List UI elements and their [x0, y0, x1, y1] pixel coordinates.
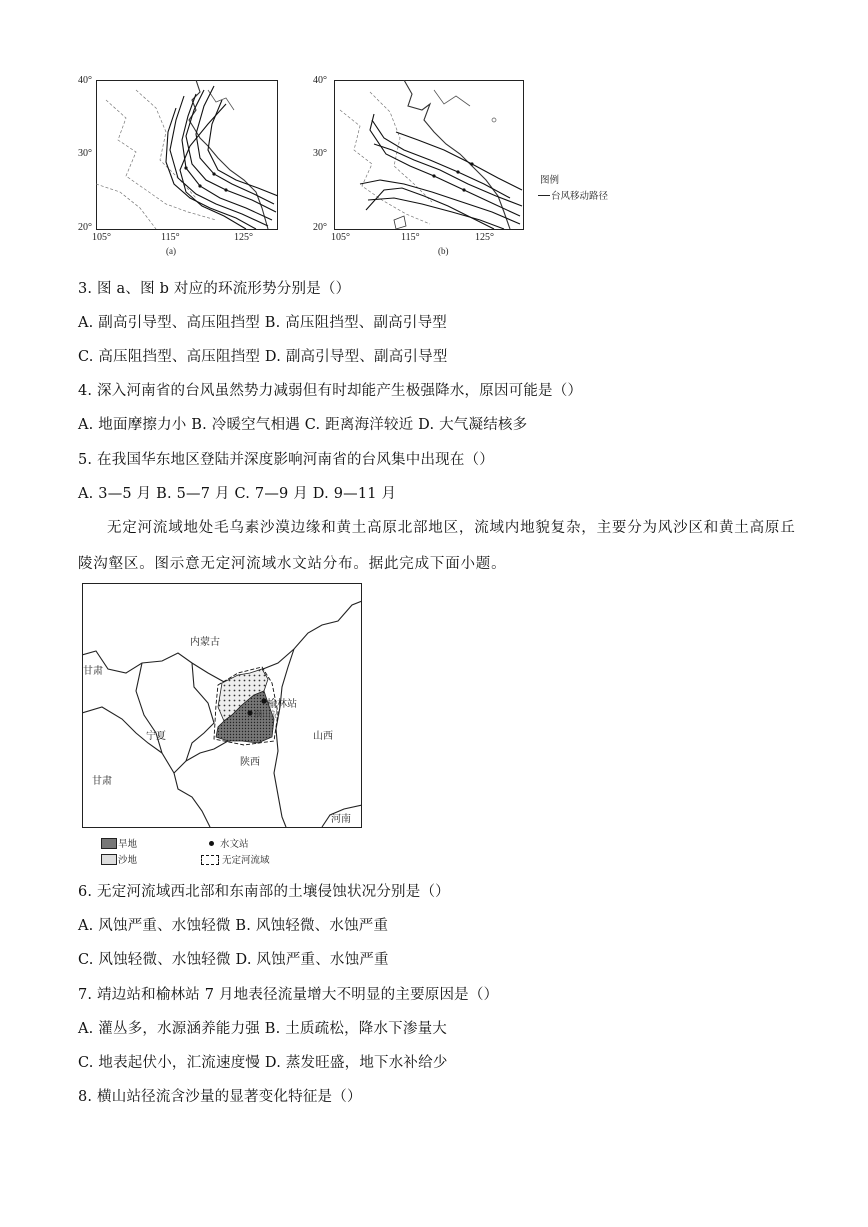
- label-nei-menggu: 内蒙古: [190, 637, 220, 648]
- legend-basin-icon: [201, 855, 219, 865]
- label-gansu-top: 甘肃: [83, 666, 103, 677]
- map-a-caption: (a): [166, 246, 176, 256]
- map-b-xtick-115: 115°: [401, 232, 420, 243]
- question-4: 4. 深入河南省的台风虽然势力减弱但有时却能产生极强降水，原因可能是（）: [78, 383, 583, 399]
- typhoon-map-a-graphic: [96, 80, 278, 230]
- typhoon-map-a: [96, 80, 278, 230]
- typhoon-map-b: [334, 80, 524, 230]
- question-3-options-cd: C. 高压阻挡型、高压阻挡型 D. 副高引导型、副高引导型: [78, 349, 448, 365]
- typhoon-legend-title: 图例: [540, 175, 560, 186]
- label-shanxi: 山西: [313, 731, 333, 742]
- question-6: 6. 无定河流域西北部和东南部的土壤侵蚀状况分别是（）: [78, 884, 450, 900]
- label-henan: 河南: [331, 814, 351, 825]
- map-a-ytick-40: 40°: [78, 75, 92, 86]
- legend-sand-label: 沙地: [118, 855, 138, 866]
- label-shaanxi: 陕西: [240, 757, 260, 768]
- map-b-xtick-105: 105°: [331, 232, 350, 243]
- yulin-station-marker: [261, 698, 266, 703]
- typhoon-legend-label: 台风移动路径: [551, 191, 609, 202]
- map-b-ytick-30: 30°: [313, 148, 327, 159]
- passage-wuding-river: 无定河流域地处毛乌素沙漠边缘和黄土高原北部地区，流域内地貌复杂，主要分为风沙区和黄土高原丘陵沟壑区。图示意无定河流域水文站分布。据此完成下面小题。: [78, 520, 796, 572]
- label-gansu-bottom: 甘肃: [92, 776, 112, 787]
- question-8: 8. 横山站径流含沙量的显著变化特征是（）: [78, 1089, 362, 1105]
- label-yulin-station: 榆林站: [267, 699, 297, 710]
- typhoon-legend-item: [538, 188, 608, 202]
- legend-dryland-label: 旱地: [118, 839, 138, 850]
- map-a-xtick-125: 125°: [234, 232, 253, 243]
- label-hengshan-station: 横山站: [254, 710, 280, 720]
- question-3: 3. 图 a、图 b 对应的环流形势分别是（）: [78, 281, 351, 297]
- map-a-xtick-115: 115°: [161, 232, 180, 243]
- map-a-ytick-20: 20°: [78, 222, 92, 233]
- question-4-options: A. 地面摩擦力小 B. 冷暖空气相遇 C. 距离海洋较近 D. 大气凝结核多: [78, 417, 528, 433]
- legend-station-icon: [209, 841, 214, 846]
- question-7-options-cd: C. 地表起伏小，汇流速度慢 D. 蒸发旺盛，地下水补给少: [78, 1055, 448, 1071]
- legend-dryland-swatch: [101, 838, 117, 849]
- map-a-ytick-30: 30°: [78, 148, 92, 159]
- wuding-river-map: [82, 583, 362, 828]
- question-7: 7. 靖边站和榆林站 7 月地表径流量增大不明显的主要原因是（）: [78, 987, 499, 1003]
- map-b-ytick-20: 20°: [313, 222, 327, 233]
- map-a-xtick-105: 105°: [92, 232, 111, 243]
- hengshan-station-marker: [247, 710, 252, 715]
- map-b-caption: (b): [438, 246, 449, 256]
- question-7-options-ab: A. 灌丛多，水源涵养能力强 B. 土质疏松，降水下渗量大: [78, 1021, 447, 1037]
- legend-basin-label: 无定河流域: [222, 855, 270, 866]
- question-6-options-ab: A. 风蚀严重、水蚀轻微 B. 风蚀轻微、水蚀严重: [78, 918, 389, 934]
- map-b-xtick-125: 125°: [475, 232, 494, 243]
- question-3-options-ab: A. 副高引导型、高压阻挡型 B. 高压阻挡型、副高引导型: [78, 315, 447, 331]
- typhoon-track-line-icon: [538, 195, 550, 196]
- typhoon-map-b-graphic: [334, 80, 524, 230]
- question-6-options-cd: C. 风蚀轻微、水蚀轻微 D. 风蚀严重、水蚀严重: [78, 952, 389, 968]
- question-5-options: A. 3—5 月 B. 5—7 月 C. 7—9 月 D. 9—11 月: [78, 486, 397, 502]
- label-ningxia: 宁夏: [146, 731, 166, 742]
- question-5: 5. 在我国华东地区登陆并深度影响河南省的台风集中出现在（）: [78, 452, 494, 468]
- legend-sand-swatch: [101, 854, 117, 865]
- legend-station-label: 水文站: [220, 839, 249, 850]
- map-b-ytick-40: 40°: [313, 75, 327, 86]
- wuding-river-map-graphic: [82, 583, 362, 828]
